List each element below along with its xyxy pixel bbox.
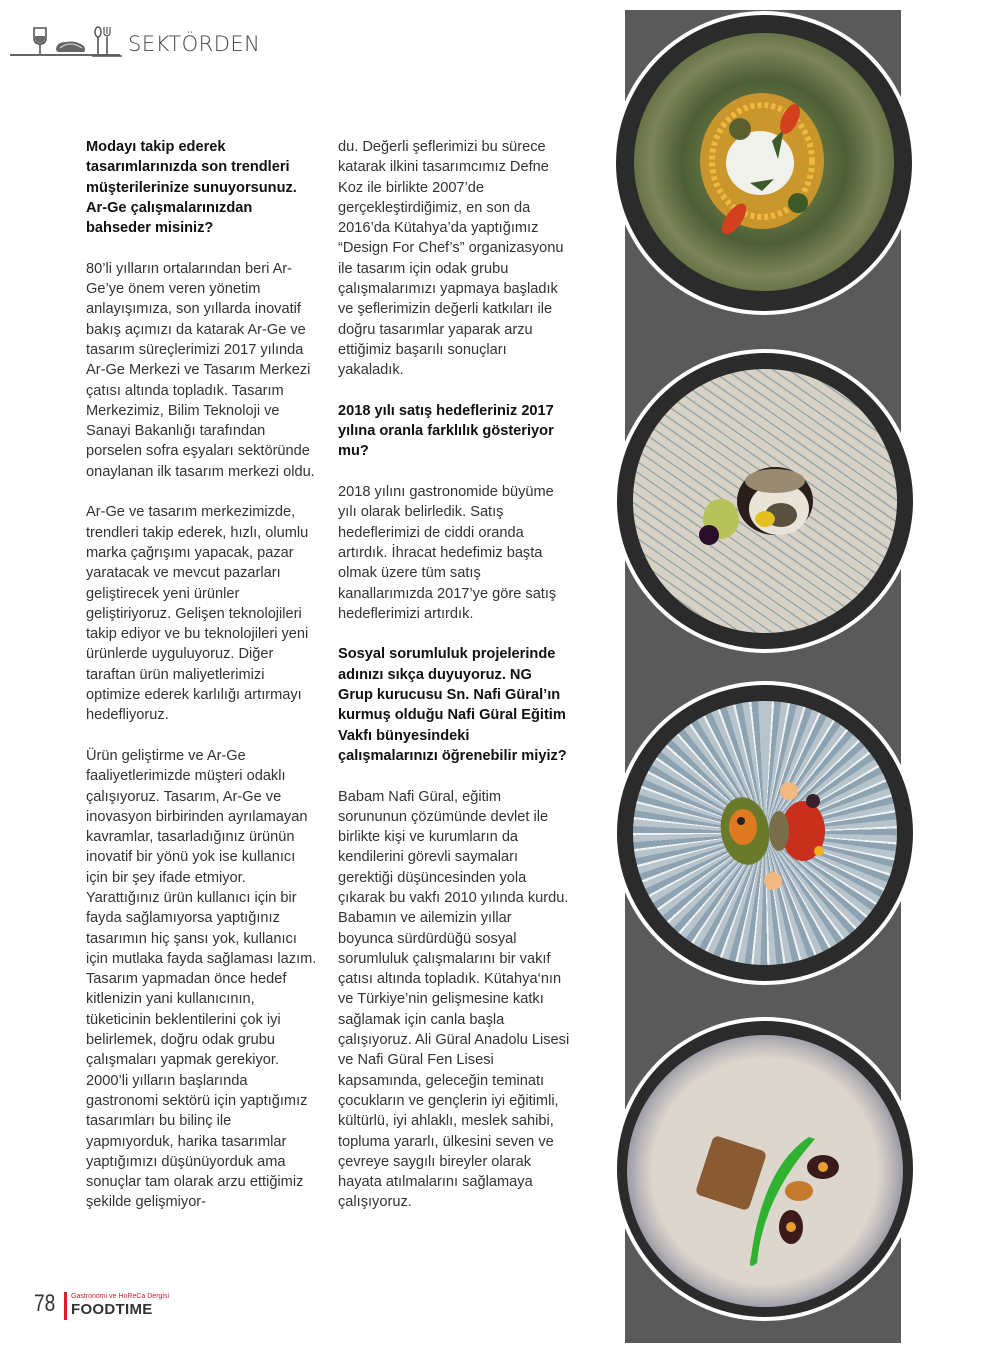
serving-dish-icon [56,42,85,53]
plate-photo-green-bowl [612,11,916,315]
plate-photo-blue-radial [613,681,917,985]
interview-question: 2018 yılı satış hedefleriniz 2017 yılına oranla farklılık gösteriyor mu? [338,402,554,460]
food-salmon [613,1017,917,1321]
tableware-icons [32,26,122,58]
plate-photo-feather-pattern [613,349,917,653]
magazine-subtitle: Gastronomi ve HoReCa Dergisi [71,1293,170,1300]
interview-question: Sosyal sorumluluk projelerinde adınızı sıkça duyuyoruz. NG Grup kurucusu Sn. Nafi Güral’ın kurmuş olduğu Nafi Güral Eğitim Vakfı bünyesindeki çalışmalarınızı öğrenebilir miyiz? [338,646,567,764]
section-title: SEKTÖRDEN [128,32,261,56]
spoon-icon [95,27,101,54]
food-burrata-pasta [612,11,916,315]
wine-glass-icon [34,28,46,54]
plate-photo-speckled-rim [613,1017,917,1321]
food-oyster [613,349,917,653]
interview-answer: du. Değerli şeflerimizi bu sürece katarak ilkini tasarımcımız Defne Koz ile birlikte 2007’de gerçekleştirdiğimiz, en son da 2016’da Kütahya’da yaptığımız “Design For Chef’s” organizasyonu ile tasarım için odak grubu çalışmalarımızı yapmaya başladık ve şeflerimizin değerli katkıları ile doğru tasarımlar yaparak arzu ettiğimiz başarılı sonuçları yakaladık. [338,139,564,379]
fork-icon [92,27,122,56]
interview-answer: Babam Nafi Güral, eğitim sorununun çözümünde devlet ile birlikte kişi ve kurumların da kendilerini görevli saymaları gerektiği düşüncesinden yola çıkarak bu vakfı 2010 yılında kurdu. Babamın ve ailemizin yıllar boyunca sürdürdüğü sosyal sorumluluk çalışmalarını bir vakıf çatısı altında topladık. Kütahya‘nın ve Türkiye’nin gelişmesine katkı sağlamak için canla başla çalışıyoruz. Ali Güral Anadolu Lisesi ve Nafi Güral Fen Lisesi kapsamında, geleceğin teminatı çocukların ve gençlerin iyi eğitimli, kültürlü, iyi ahlaklı, meslek sahibi, topluma yararlı, ülkesini seven ve çevreye saygılı bireyler olarak hayata atılmalarını sağlamaya çalışıyoruz. [338,788,570,1211]
magazine-logo: FOODTIME [71,1301,153,1318]
article-column-1 [86,137,318,1233]
interview-answer: 80’li yılların ortalarından beri Ar-Ge’ye önem veren yönetim anlayışımıza, son yıllarda inovatif bakış açımızı da katarak Ar-Ge ve tasarım süreçlerimizi 2017 yılında Ar-Ge Merkezi ve Tasarım Merkezi çatısı altında topladık. Tasarım Merkezimiz, Bilim Teknoloji ve Sanayi Bakanlığı tarafından porselen sofra eşyaları sektöründe onaylanan ilk tasarım merkezi oldu. [86,260,315,480]
food-avocado [613,681,917,985]
article-column-2 [338,137,570,1233]
section-header [10,24,310,60]
interview-question: Modayı takip ederek tasarımlarınızda son trendleri müşterilerinize sunuyorsunuz. Ar-Ge çalışmalarınızdan bahseder misiniz? [86,139,297,237]
interview-answer: 2018 yılını gastronomide büyüme yılı olarak belirledik. Satış hedeflerimizi de ciddi oranda artırdık. İhracat hedefimiz başta olmak üzere tüm satış kanallarımızda 2017’ye göre satış hedeflerimizi artırdık. [338,484,557,622]
interview-answer: Ürün geliştirme ve Ar-Ge faaliyetlerimizde müşteri odaklı çalışıyoruz. Tasarım, Ar-Ge ve inovasyon birbirinden ayrılamayan kavramlar, tasarladığınız ürünün inovatif bir yönü yok ise kullanıcı için bir şey ifade etmiyor. Yarattığınız ürün kullanıcı için bir fayda sağlamıyorsa yaptığınız tasarımın hiç şansı yok, kullanıcı için mutlaka fayda sağlaması lazım. Tasarım yapmadan önce hedef kitlenizin yani kullanıcının, tüketicinin beklentilerini çok iyi belirlemek, doğru odak grubu çalışmaları yapmak gerekiyor. 2000’li yılların başlarında gastronomi sektörü için yaptığımız tasarımları bu bilinç ile yapmıyorduk, harika tasarımlar yaptığımızı düşünüyorduk ama sonuçlar tam olarak arzu ettiğimiz şekilde gelişmiyor- [86,747,317,1211]
footer-accent-bar [64,1292,67,1320]
interview-answer: Ar-Ge ve tasarım merkezimizde, trendleri takip ederek, hızlı, olumlu marka çağrışımı yapacak, pazar yaratacak ve mevcut pazarları geliştirecek yeni ürünler geliştiriyoruz. Gelişen teknolojileri takip ediyor ve bu teknolojileri yeni ürünlerde uyguluyoruz. Diğer taraftan ürün maliyetlerimizi optimize ederek karlılığı artırmayı hedefliyoruz. [86,504,309,724]
page-number: 78 [34,1290,56,1317]
